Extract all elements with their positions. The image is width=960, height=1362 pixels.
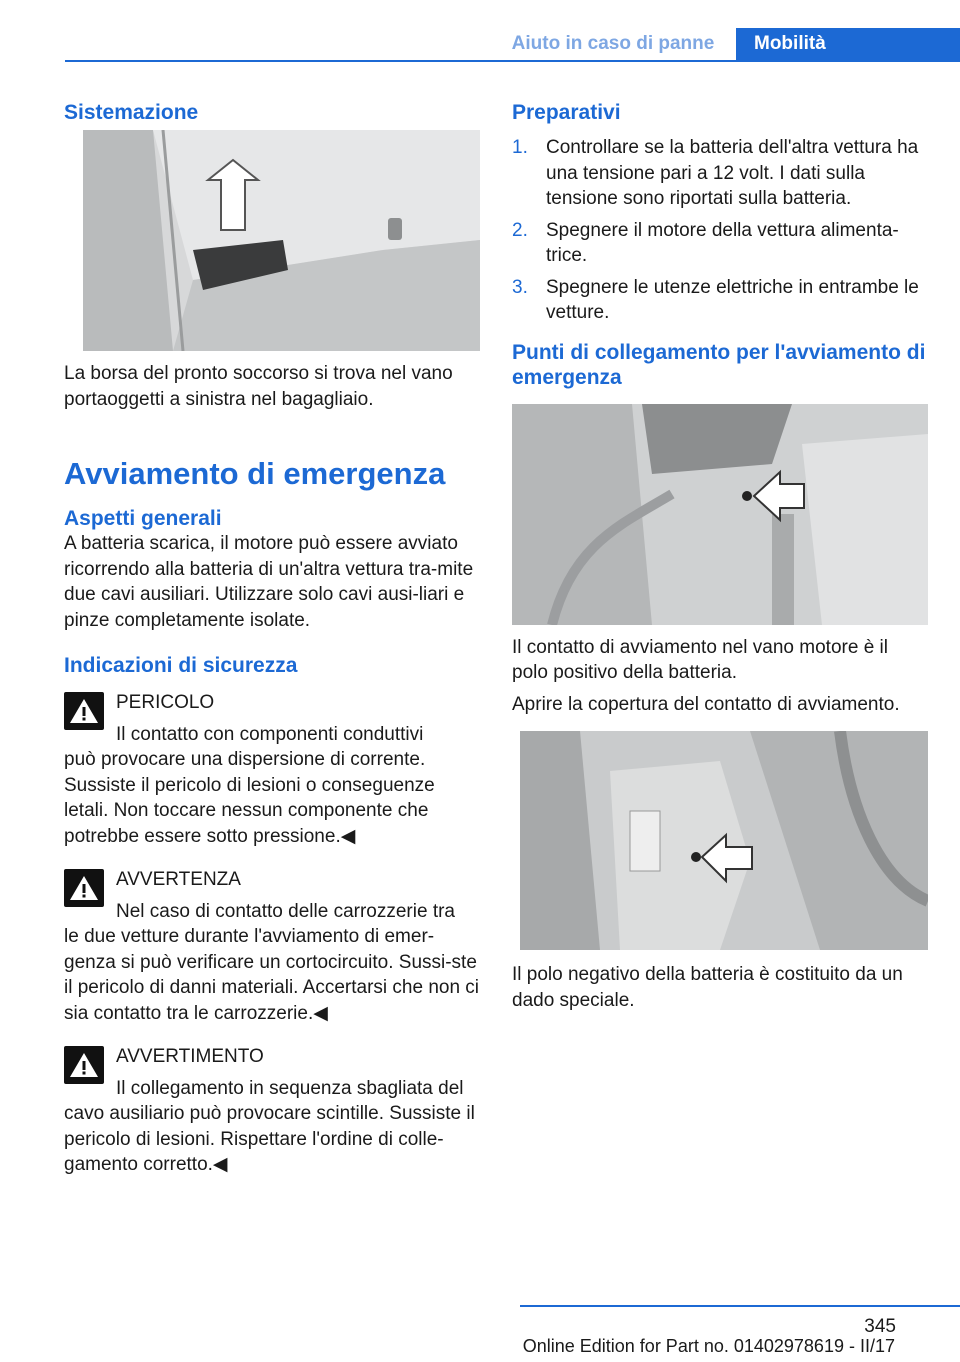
- warning-triangle-icon: [64, 869, 104, 907]
- aspetti-heading: Aspetti generali: [64, 507, 222, 530]
- engine-bay-negative-photo: [520, 731, 928, 950]
- header-chapter-tab: Mobilità: [736, 28, 960, 62]
- list-item: 1. Controllare se la batteria dell'altra vettura ha una tensione pari a 12 volt. I dati sulla tensione sono riportati sulla batteria.: [512, 137, 919, 209]
- preparativi-list: [512, 135, 928, 326]
- right-column: [512, 100, 928, 1013]
- sistemazione-text: La borsa del pronto soccorso si trova nel vano portaoggetti a sinistra nel bagagliaio.: [64, 363, 453, 410]
- avviamento-heading: Avviamento di emergenza: [64, 456, 446, 491]
- footer-rule: [520, 1305, 960, 1307]
- engine-bay-positive-photo: [512, 404, 928, 625]
- warning-title: AVVERTENZA: [116, 869, 241, 890]
- page-number: 345: [864, 1316, 896, 1337]
- warning-avvertimento: [64, 1044, 480, 1178]
- list-item: 2. Spegnere il motore della vettura alimenta-trice.: [512, 219, 899, 266]
- sicurezza-heading: Indicazioni di sicurezza: [64, 654, 298, 677]
- warning-avvertenza: [64, 867, 480, 1026]
- warning-title: AVVERTIMENTO: [116, 1046, 264, 1067]
- warning-triangle-icon: [64, 692, 104, 730]
- warning-triangle-icon: [64, 1046, 104, 1084]
- aspetti-text: A batteria scarica, il motore può essere avviato ricorrendo alla batteria di un'altra vettura tra-mite due cavi ausiliari. Utilizzare solo cavi ausi-liari e pinze completamente isolate.: [64, 533, 474, 631]
- warning-text: cavo ausiliario può provocare scintille. Sussiste il pericolo di lesioni. Rispettare l'ordine di colle-gamento corretto.◀: [64, 1103, 475, 1175]
- edition-footer: Online Edition for Part no. 01402978619 - II/17: [522, 1336, 895, 1356]
- negativo-text: Il polo negativo della batteria è costituito da un dado speciale.: [512, 964, 903, 1011]
- warning-text: le due vetture durante l'avviamento di emer-genza si può verificare un cortocircuito. Sussi-ste il pericolo di danni materiali. Accertarsi che non ci sia contatto tra le carrozzerie.◀: [64, 926, 480, 1024]
- list-item: 3. Spegnere le utenze elettriche in entrambe le vetture.: [512, 276, 919, 323]
- warning-pericolo: [64, 690, 480, 849]
- sistemazione-heading: Sistemazione: [64, 101, 199, 124]
- header-section-title: Aiuto in caso di panne: [511, 33, 715, 54]
- warning-text-first-line: Nel caso di contatto delle carrozzerie tra: [116, 900, 455, 922]
- punti-heading: Punti di collegamento per l'avviamento di emergenza: [512, 340, 926, 389]
- header-rule: [65, 60, 960, 62]
- copertura-text: Aprire la copertura del contatto di avviamento.: [512, 693, 900, 715]
- warning-text-first-line: Il contatto con componenti conduttivi: [116, 723, 424, 745]
- warning-title: PERICOLO: [116, 692, 215, 713]
- left-column: [64, 100, 480, 1178]
- warning-text: può provocare una dispersione di corrente. Sussiste il pericolo di lesioni o conseguenze letali. Non toccare nessun componente che potrebbe essere sotto pressione.◀: [64, 749, 435, 847]
- positivo-text: Il contatto di avviamento nel vano motore è il polo positivo della batteria.: [512, 636, 888, 683]
- trunk-storage-photo: [83, 130, 480, 351]
- warning-text-first-line: Il collegamento in sequenza sbagliata del: [116, 1077, 464, 1099]
- preparativi-heading: Preparativi: [512, 101, 621, 124]
